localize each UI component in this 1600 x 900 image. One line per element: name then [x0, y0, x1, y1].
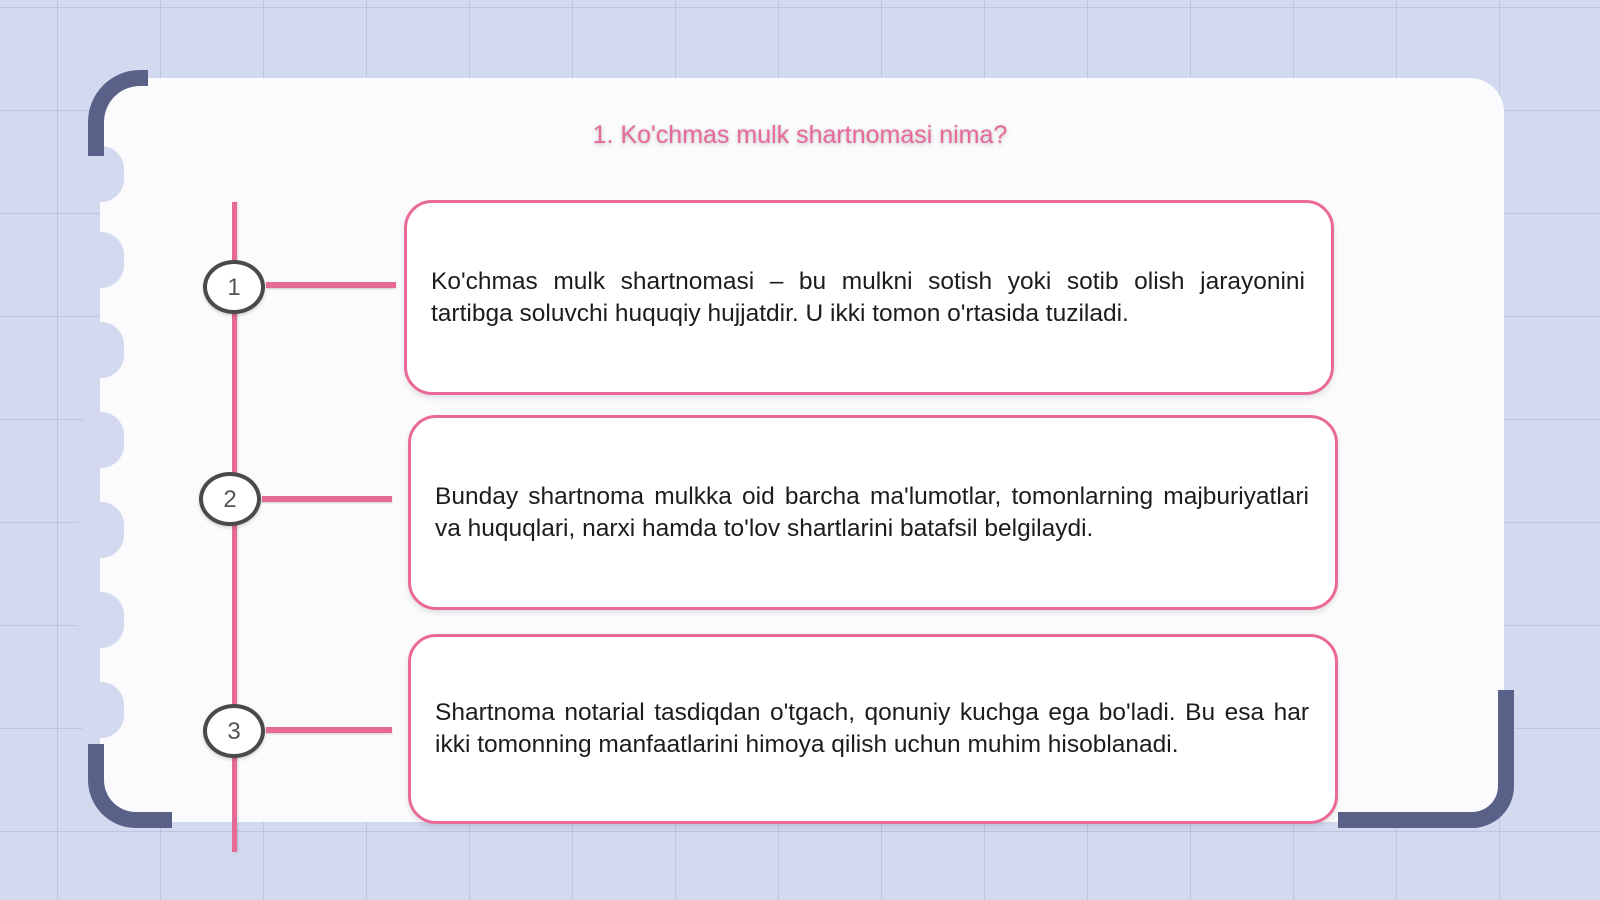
binder-notch [78, 502, 124, 558]
step-text-1: Ko'chmas mulk shartnomasi – bu mulkni sotish yoki sotib olish jarayonini tartibga soluvchi huquqiy hujjatdir. U ikki tomon o'rtasida tuziladi. [431, 267, 1305, 327]
step-card-1 [404, 200, 1334, 395]
corner-bracket-bottom-right [1338, 690, 1514, 828]
step-text-2: Bunday shartnoma mulkka oid barcha ma'lumotlar, tomonlarning majburiyatlari va huquqlari, narxi hamda to'lov shartlarini batafsil belgilaydi. [435, 482, 1309, 542]
corner-bracket-bottom-left [88, 744, 172, 828]
binder-notch [78, 592, 124, 648]
step-text-3: Shartnoma notarial tasdiqdan o'tgach, qonuniy kuchga ega bo'ladi. Bu esa har ikki tomonning manfaatlarini himoya qilish uchun muhim hisoblanadi. [435, 699, 1309, 758]
step-number-2: 2 [199, 472, 261, 526]
step-number-3: 3 [203, 704, 265, 758]
step-number-1: 1 [203, 260, 265, 314]
slide-title: 1. Ko'chmas mulk shartnomasi nima? [592, 121, 1008, 149]
binder-notch [78, 232, 124, 288]
binder-notch [78, 412, 124, 468]
binder-notch [78, 682, 124, 738]
timeline-connector [266, 727, 392, 733]
timeline-connector [266, 282, 396, 288]
timeline-connector [262, 496, 392, 502]
binder-notch [78, 322, 124, 378]
step-card-3 [408, 634, 1338, 824]
corner-bracket-top-left [88, 70, 148, 156]
step-card-2 [408, 415, 1338, 610]
